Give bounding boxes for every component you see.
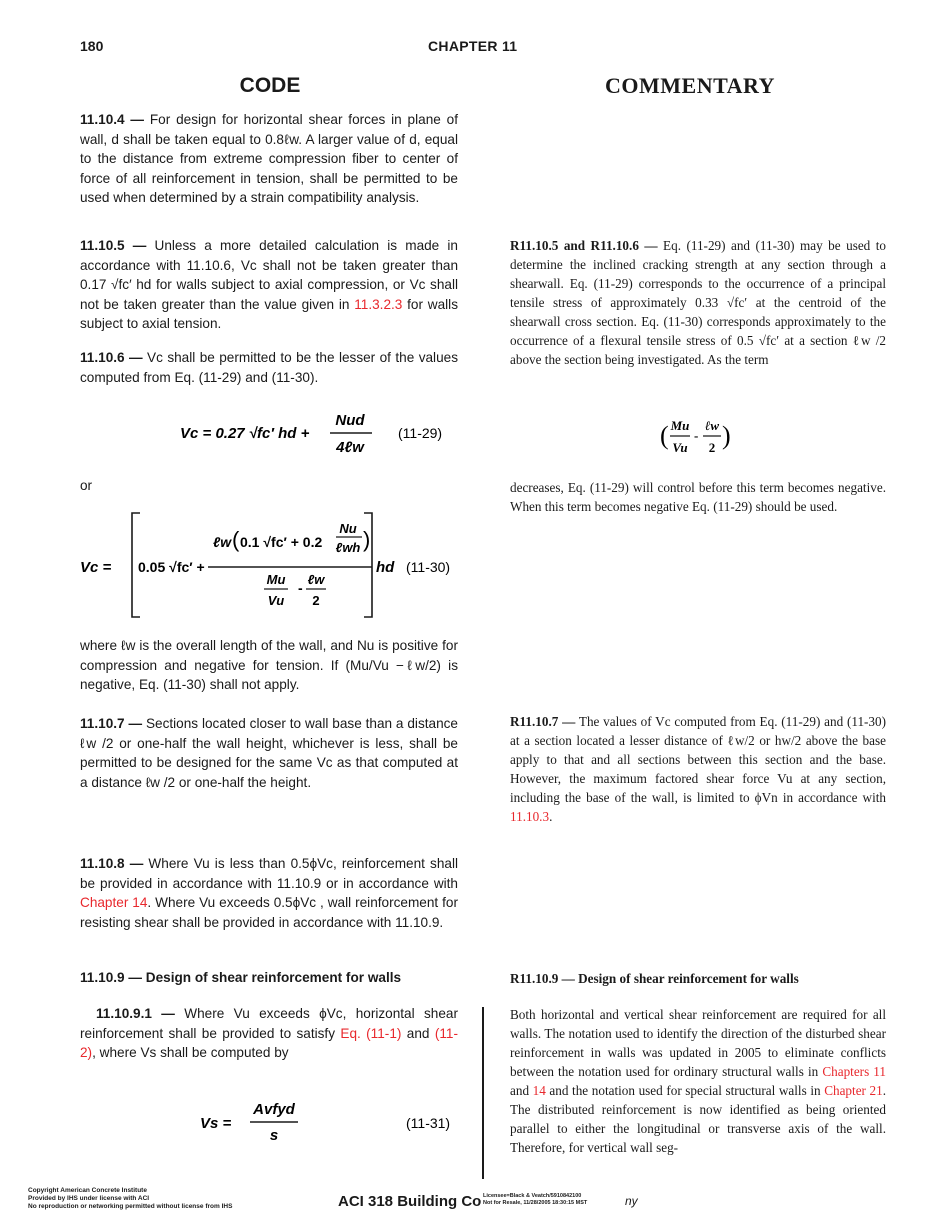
copyright-line-1: Copyright American Concrete Institute — [28, 1187, 147, 1194]
section-number: R11.10.7 — — [510, 714, 576, 729]
section-number: 11.10.4 — — [80, 112, 145, 127]
section-text-cont: . — [549, 809, 553, 824]
section-11-10-9-1 — [80, 1004, 458, 1063]
ref-link-chapters-11[interactable]: Chapters 11 — [822, 1064, 887, 1079]
eq-den-lw: ℓw — [307, 572, 325, 587]
licensee-line-1: Licensee=Black & Veatch/5910842100 — [483, 1193, 582, 1199]
section-text: Both horizontal and vertical shear reinforcement are required for all walls. The notation used to identify the direction of the disturbed shear reinforcement in walls was updated in 2005 to eliminate conflicts between the notation used for ordinary structural walls in — [510, 1007, 886, 1079]
eq-den-mu: Mu — [266, 572, 286, 587]
and-text: and — [406, 1025, 430, 1041]
eq-term1: 0.05 √fc′ + — [138, 559, 205, 575]
footer-mark: ny — [625, 1194, 638, 1208]
where-text: where ℓw is the overall length of the wall, and Nu is positive for compression and negative for tension. If (Mu/Vu −ℓw/2) is negative, Eq. (11-30) shall not apply. — [80, 638, 458, 692]
term-mu: Mu — [670, 418, 690, 433]
section-11-10-5 — [80, 236, 458, 334]
ref-link-11-10-3[interactable]: 11.10.3 — [510, 809, 550, 824]
section-11-10-9-heading: 11.10.9 — Design of shear reinforcement for walls — [80, 970, 402, 985]
section-number: 11.10.7 — — [80, 716, 143, 731]
commentary-r11-10-9-heading: R11.10.9 — Design of shear reinforcement for walls — [510, 971, 799, 986]
licensee-notice — [483, 1193, 587, 1207]
eq-den-2: 2 — [312, 593, 320, 608]
eq-label: (11-31) — [406, 1115, 451, 1131]
commentary-r11-10-9 — [510, 1005, 886, 1157]
eq-lhs: Vc = 0.27 √fc′ hd + — [180, 425, 310, 442]
eq-tail: hd — [376, 559, 395, 576]
commentary-column-heading: COMMENTARY — [604, 73, 776, 98]
section-text-cont: , where Vs shall be computed by — [92, 1045, 289, 1060]
eq-num-lw: ℓw — [213, 534, 232, 550]
section-number: 11.10.9.1 — — [96, 1006, 175, 1021]
open-paren: ( — [660, 421, 669, 450]
section-number: R11.10.5 and R11.10.6 — — [510, 238, 658, 253]
ref-link-eq-11-1[interactable]: Eq. (11-1) — [340, 1025, 402, 1041]
section-text: Unless a more detailed calculation is made in accordance with 11.10.6, Vc shall not be taken greater than 0.17 √fc′ hd for walls subject to axial compression, or Vc shall not be taken greater than the value given in — [80, 238, 458, 312]
eq-den-vu: Vu — [267, 593, 285, 608]
open-paren: ( — [232, 527, 240, 552]
commentary-r11-10-5 — [510, 236, 886, 369]
svg-text:-: - — [694, 428, 699, 443]
section-text: Where Vu exceeds ϕVc, horizontal shear reinforcement shall be provided to satisfy — [80, 1006, 458, 1041]
term-2: 2 — [708, 440, 716, 455]
section-text: Eq. (11-29) and (11-30) may be used to determine the inclined cracking strength at any section through a shearwall. Eq. (11-29) corresponds to the occurrence of a principal tensile stress of approximately 0.33 √fc′ at the centroid of the shearwall cross section. Eq. (11-30) corresponds approximately to the occurrence of a flexural tensile stress of 0.5 √fc′ at a section ℓw /2 above the section being investigated. As the term — [510, 238, 886, 367]
close-paren: ) — [363, 527, 371, 552]
commentary-r11-10-7 — [510, 712, 886, 826]
eq-label: (11-30) — [406, 559, 451, 575]
chapter-title: CHAPTER 11 — [428, 38, 518, 54]
term-expression — [660, 412, 740, 468]
section-number: 11.10.6 — — [80, 350, 143, 365]
ref-link-11-3-2-3[interactable]: 11.3.2.3 — [354, 296, 403, 312]
section-number: 11.10.5 — — [80, 238, 147, 253]
section-text: Where Vu is less than 0.5ϕVc, reinforcement shall be provided in accordance with 11.10.9 or in accordance with — [80, 856, 458, 891]
eq-label: (11-29) — [398, 425, 443, 441]
code-column-heading: CODE — [239, 74, 301, 97]
equation-11-31 — [200, 1094, 470, 1150]
section-11-10-6 — [80, 348, 458, 387]
eq-denominator: s — [269, 1127, 279, 1144]
page-number: 180 — [80, 38, 104, 54]
copyright-line-2: Provided by IHS under license with ACI — [28, 1195, 150, 1202]
eq-inner-den: ℓwh — [335, 540, 361, 555]
eq-lhs: Vc = — [80, 559, 112, 576]
eq-denominator: 4ℓw — [336, 439, 364, 456]
section-number: 11.10.8 — — [80, 856, 144, 871]
term-lw: ℓw — [704, 418, 720, 433]
commentary-r11-10-5-cont — [510, 478, 886, 516]
ref-link-chapter-21[interactable]: Chapter 21 — [824, 1083, 883, 1098]
eq-numerator: Nud — [335, 412, 365, 429]
eq-numerator: Avfyd — [253, 1101, 295, 1118]
ref-link-eq-11-2[interactable]: (11-2) — [80, 1025, 459, 1060]
copyright-line-3: No reproduction or networking permitted without license from IHS — [28, 1203, 233, 1210]
section-text-cont: and the notation used for special structural walls in — [549, 1083, 821, 1098]
section-text: Sections located closer to wall base than a distance ℓw /2 or one-half the wall height, whichever is less, shall be permitted to be designed for the same Vc as that computed at a distance ℓw /2 or one-half the height. — [80, 716, 458, 790]
ref-link-14[interactable]: 14 — [532, 1083, 546, 1098]
section-text: Vc shall be permitted to be the lesser of the values computed from Eq. (11-29) and (11-30). — [80, 350, 458, 385]
eq-lhs: Vs = — [200, 1115, 232, 1132]
section-text: The values of Vc computed from Eq. (11-29) and (11-30) at a section located a lesser distance of ℓw/2 or hw/2 above the base apply to that and all sections between this section and the base. However, the maximum factored shear force Vu at any section, including the base of the wall, is limited to ϕVn in accordance with — [510, 714, 887, 805]
eq-num-b: 0.1 √fc′ + 0.2 — [240, 534, 323, 550]
ref-link-chapter-14[interactable]: Chapter 14 — [80, 895, 148, 910]
footer-title: ACI 318 Building Co — [338, 1193, 482, 1210]
section-11-10-4 — [80, 110, 458, 208]
licensee-line-2: Not for Resale, 11/28/2005 18:30:15 MST — [483, 1200, 588, 1206]
section-11-10-8 — [80, 854, 458, 932]
where-paragraph — [80, 636, 458, 695]
change-bar — [482, 1007, 484, 1179]
section-text: decreases, Eq. (11-29) will control before this term becomes negative. When this term becomes negative Eq. (11-29) should be used. — [510, 480, 886, 514]
section-text-cont: for walls subject to axial tension. — [80, 296, 458, 331]
close-paren: ) — [722, 421, 731, 450]
section-text: For design for horizontal shear forces in plane of wall, d shall be taken equal to 0.8ℓw. A larger value of d, equal to the distance from extreme compression fiber to center of force of all reinforcement in tension, shall be permitted to be used when determined by a strain compatibility analysis. — [80, 112, 458, 205]
copyright-notice — [28, 1187, 232, 1211]
section-text-cont: . Where Vu exceeds 0.5ϕVc , wall reinforcement for resisting shear shall be provided in accordance with 11.10.9. — [80, 895, 458, 930]
equation-11-29 — [180, 404, 470, 464]
term-vu: Vu — [672, 440, 688, 455]
equation-11-30 — [80, 505, 465, 625]
or-text: or — [80, 478, 93, 493]
section-text-end: . The distributed reinforcement is now identified as being oriented parallel to either the longitudinal or transverse axis of the wall. Therefore, for vertical wall seg- — [510, 1083, 887, 1155]
svg-text:-: - — [298, 580, 303, 596]
eq-inner-num: Nu — [339, 521, 357, 536]
section-11-10-7 — [80, 714, 458, 792]
and-text: and — [510, 1083, 530, 1098]
